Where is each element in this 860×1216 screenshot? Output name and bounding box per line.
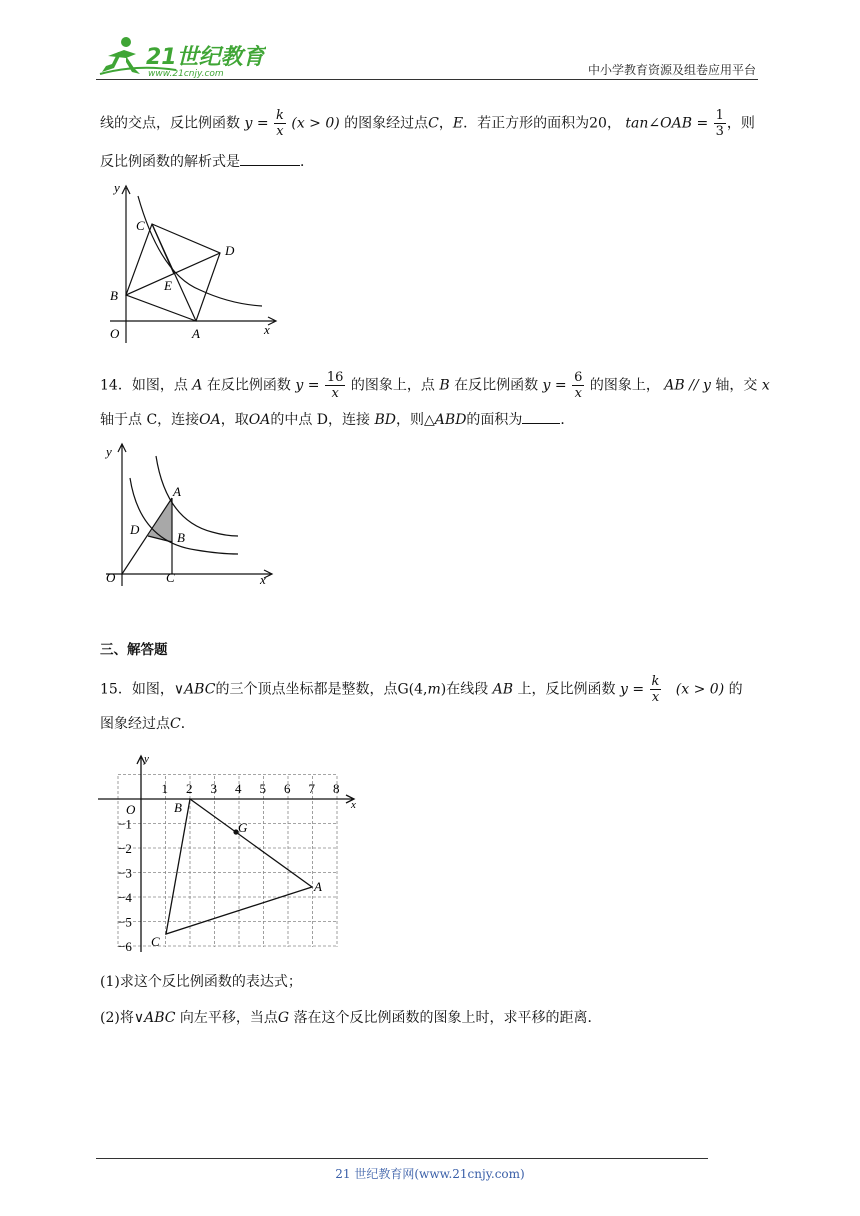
q15-sub1: (1)求这个反比例函数的表达式； — [100, 974, 302, 990]
fig14-label-y: y — [106, 444, 112, 459]
q13-line2: 反比例函数的解析式是 ． — [100, 154, 314, 170]
site-logo — [96, 34, 266, 82]
fig13-label-c: C — [136, 218, 145, 233]
y-tick-label: −6 — [118, 939, 132, 954]
q15-line1: 15．如图，∨ABC的三个顶点坐标都是整数，点G(4,m)在线段 AB 上，反比例函数 y = $\frac{k}{x}$ (x > 0) 的 — [100, 674, 743, 705]
fig14-label-b: B — [177, 530, 185, 545]
y-tick-label: −3 — [118, 865, 132, 881]
x-tick-label: 4 — [235, 781, 242, 796]
x-tick-label: 1 — [161, 781, 168, 796]
footer-divider — [96, 1158, 708, 1159]
logo-text: 21世纪教育 — [146, 45, 265, 70]
q14-line2: 轴于点 C，连接OA，取OA的中点 D，连接 BD，则△ABD的面积为 ． — [100, 412, 575, 428]
fig15-label-a: A — [314, 879, 322, 894]
fig14-label-c: C — [166, 570, 175, 585]
footer-text: 21 世纪教育网(www.21cnjy.com) — [335, 1167, 525, 1181]
fig13-label-d: D — [225, 243, 235, 258]
x-tick-label: 5 — [259, 781, 266, 796]
fig13-label-b: B — [110, 288, 118, 303]
x-tick-label: 3 — [210, 781, 217, 796]
fig15-label-x: x — [351, 799, 356, 811]
x-tick-label: 6 — [284, 781, 291, 796]
fig13-label-a: A — [192, 326, 200, 341]
q15-line2: 图象经过点C． — [100, 716, 195, 732]
y-tick-label: −4 — [118, 890, 132, 905]
fig14-label-d: D — [130, 522, 140, 537]
fig13-label-e: E — [164, 278, 172, 293]
header-platform-text: 中小学教育资源及组卷应用平台 — [587, 63, 756, 77]
fig15-label-g: G — [238, 820, 248, 835]
fig13-label-x: x — [264, 322, 270, 337]
header-divider — [96, 79, 758, 80]
fig13-label-o: O — [110, 326, 120, 341]
fig14-label-a: A — [173, 484, 181, 499]
section-title: 三、解答题 — [100, 642, 168, 658]
x-tick-label: 8 — [333, 781, 340, 796]
x-tick-label: 7 — [308, 781, 315, 796]
fig15-label-b: B — [174, 800, 182, 815]
fig15-label-y: y — [144, 753, 149, 765]
answer-blank — [240, 165, 300, 166]
fig15-label-c: C — [151, 934, 160, 949]
fig14-label-x: x — [260, 572, 266, 587]
y-tick-label: −1 — [118, 816, 132, 832]
q13-line1: 线的交点，反比例函数 y = $\frac{k}{x}$ (x > 0) 的图象经过点C，E．若正方形的面积为20， tan∠OAB = $\frac{1}{3}$ ，则 — [100, 108, 755, 139]
fig14-label-o: O — [106, 570, 116, 585]
y-tick-label: −5 — [118, 914, 132, 930]
y-tick-label: −2 — [118, 841, 132, 856]
q15-grid-figure — [96, 752, 366, 958]
q15-sub2: (2)将∨ABC 向左平移，当点G 落在这个反比例函数的图象上时，求平移的距离． — [100, 1010, 602, 1026]
fig15-label-o: O — [126, 802, 136, 817]
q13-figure — [100, 178, 290, 348]
logo-url: www.21cnjy.com — [148, 69, 224, 79]
q14-line1: 14．如图，点 A 在反比例函数 y = $\frac{16}{x}$ 的图象上，点 B 在反比例函数 y = $\frac{6}{x}$ 的图象上， AB // y 轴，交 x — [100, 370, 770, 401]
answer-blank — [522, 423, 560, 424]
x-tick-label: 2 — [186, 781, 193, 796]
q14-figure — [100, 436, 280, 588]
fig13-label-y: y — [114, 180, 120, 195]
